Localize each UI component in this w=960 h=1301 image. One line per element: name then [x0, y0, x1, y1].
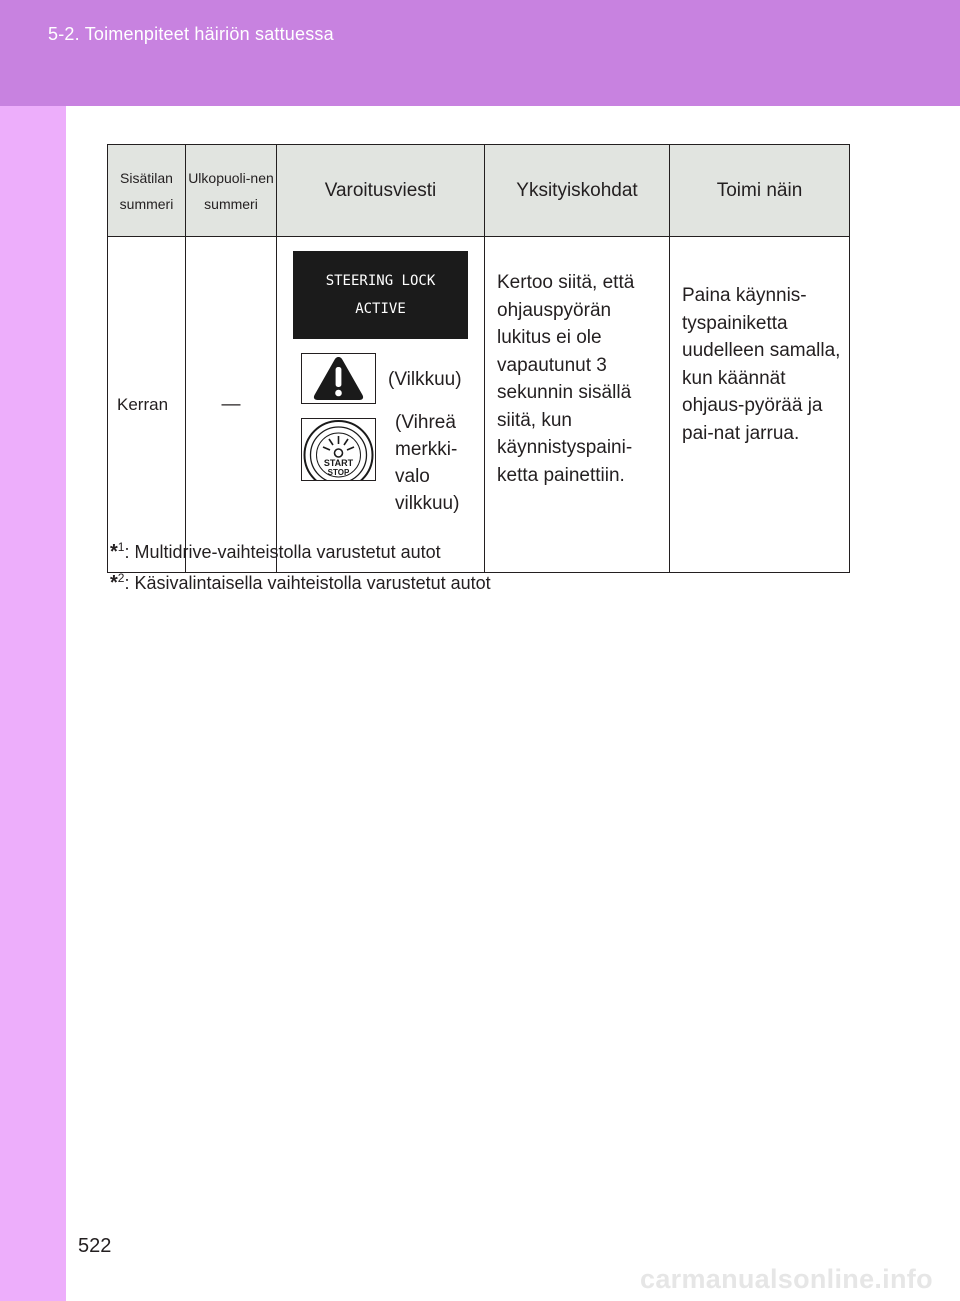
footnote-2 [110, 565, 491, 596]
cell-details: Kertoo siitä, että ohjauspyörän lukitus ei ole vapautunut 3 sekunnin sisällä siitä, kun käynnistyspaini-ketta painettiin. [485, 237, 670, 573]
page-number: 522 [78, 1235, 112, 1257]
footnote-marker: * [110, 572, 118, 594]
exclamation-triangle-icon [302, 354, 375, 403]
warning-icon-label: (Vilkkuu) [388, 369, 462, 390]
message-display [293, 251, 468, 339]
header-warning-message: Varoitusviesti [277, 145, 485, 237]
footnotes [110, 534, 491, 596]
table-row [108, 237, 850, 573]
header-interior-buzzer: Sisätilan summeri [108, 145, 186, 237]
message-line-1: STEERING LOCK [325, 273, 436, 289]
footnote-marker: * [110, 541, 118, 563]
footnote-number: 2 [117, 571, 125, 585]
watermark: carmanualsonline.info [640, 1264, 933, 1294]
warning-icon-box [301, 353, 376, 404]
message-line-2: ACTIVE [355, 301, 406, 317]
start-text: START [323, 458, 354, 468]
warning-table [107, 144, 850, 573]
cell-interior-buzzer: Kerran [108, 237, 186, 573]
start-icon-box [301, 418, 376, 481]
cell-exterior-buzzer: — [186, 237, 277, 573]
table-header-row [108, 145, 850, 237]
start-icon-label: (Vihreä merkki-valo vilkkuu) [395, 412, 460, 514]
start-stop-button-icon [302, 419, 375, 480]
header-band [0, 0, 960, 106]
header-action: Toimi näin [670, 145, 850, 237]
footnote-text: : Käsivalintaisella vaihteistolla varustetut autot [124, 573, 491, 593]
footnote-1 [110, 534, 491, 565]
cell-action: Paina käynnis-tyspainiketta uudelleen samalla, kun käännät ohjaus-pyörää ja pai-nat jarrua. [670, 237, 850, 573]
cell-warning-message [277, 237, 485, 573]
section-title: 5-2. Toimenpiteet häiriön sattuessa [48, 24, 334, 44]
footnote-text: : Multidrive-vaihteistolla varustetut autot [124, 542, 441, 562]
side-band [0, 106, 66, 1301]
stop-text: STOP [327, 468, 350, 477]
header-exterior-buzzer: Ulkopuoli-nen summeri [186, 145, 277, 237]
header-details: Yksityiskohdat [485, 145, 670, 237]
footnote-number: 1 [117, 540, 125, 554]
